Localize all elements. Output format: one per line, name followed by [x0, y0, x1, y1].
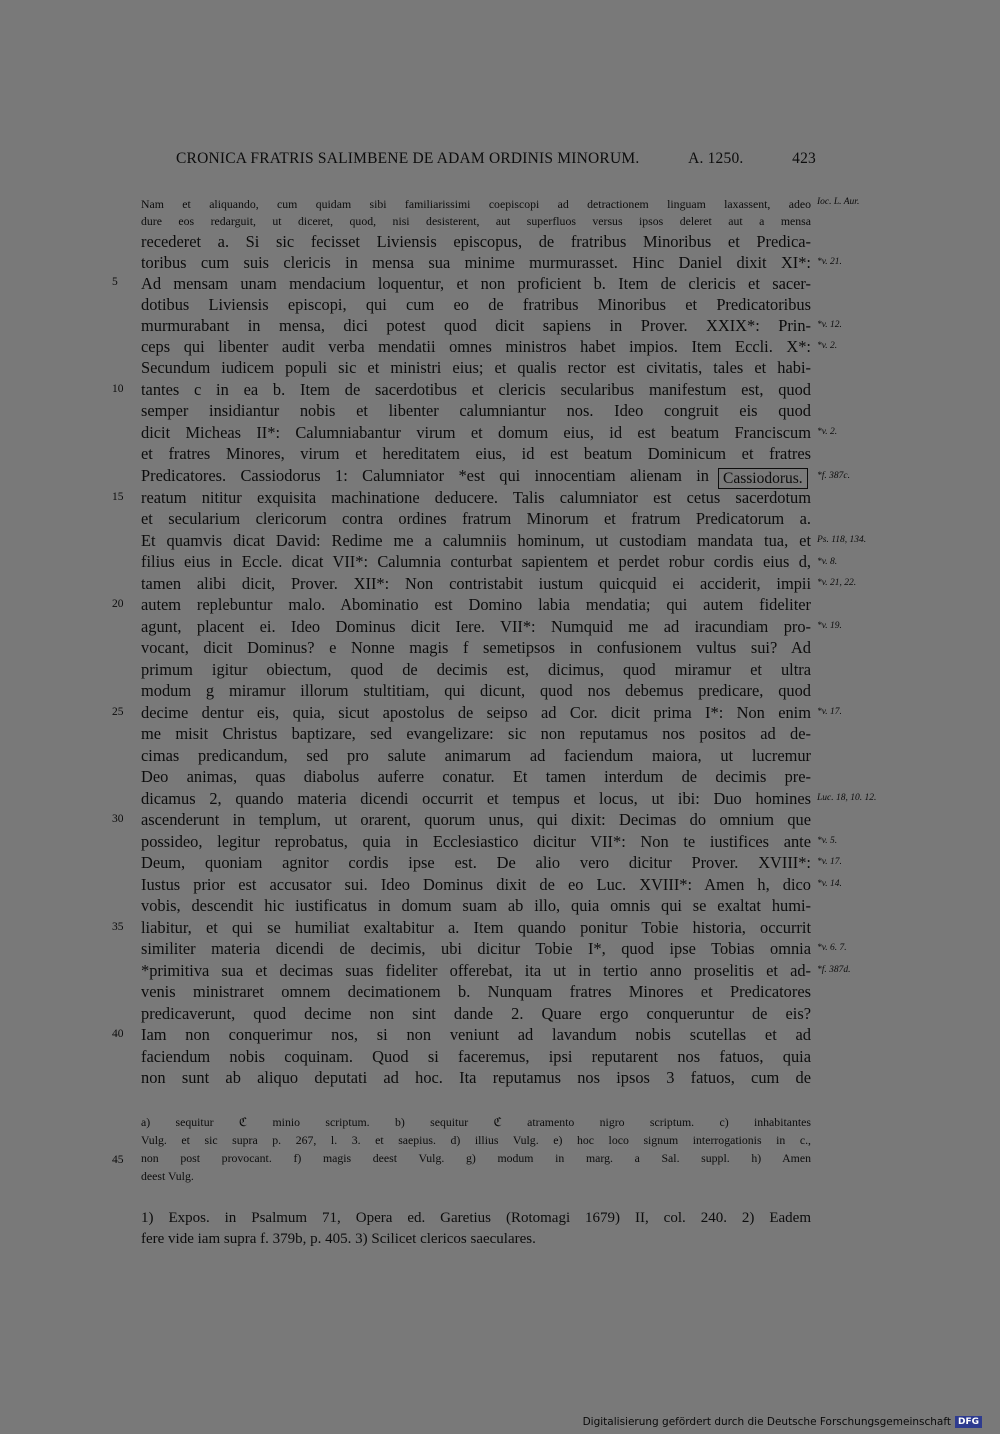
page-number: 423: [792, 150, 816, 167]
text-line: possideo, legitur reprobatus, quia in Ecclesiastico dicitur VII*: Non te iustifices ante: [141, 832, 811, 851]
text-line: autem replebuntur malo. Abominatio est Domino labia mendatia; qui autem fideliter: [141, 595, 811, 614]
margin-note: *v. 8.: [817, 557, 838, 567]
margin-note: *v. 12.: [817, 320, 842, 330]
text-line: Iam non conquerimur nos, si non veniunt ad lavandum nobis scutellas et ad: [141, 1025, 811, 1044]
margin-note: Ioc. L. Aur.: [817, 197, 860, 207]
margin-note: *f. 387d.: [817, 965, 851, 975]
apparatus-line: deest Vulg.: [141, 1169, 194, 1183]
text-line: tamen alibi dicit, Prover. XII*: Non contristabit iustum quicquid ei acciderit, impii: [141, 574, 811, 593]
margin-note: *v. 6. 7.: [817, 943, 847, 953]
text-line: Iustus prior est accusator sui. Ideo Dominus dixit de eo Luc. XVIII*: Amen h, dico: [141, 875, 811, 894]
text-line: agunt, placent ei. Ideo Dominus dicit Iere. VII*: Numquid me ad iracundiam pro-: [141, 617, 811, 636]
text-line: et secularium clericorum contra ordines fratrum Minorum et fratrum Predicatorum a.: [141, 509, 811, 528]
text-line: vocant, dicit Dominus? e Nonne magis f semetipsos in confusionem vultus sui? Ad: [141, 638, 811, 657]
text-line: Ad mensam unam mendacium loquentur, et non proficient b. Item de clericis et sacer-: [141, 274, 811, 293]
text-line: modum g miramur illorum stultitiam, qui dicunt, quod nos debemus predicare, quod: [141, 681, 811, 700]
text-line: faciendum nobis coquinam. Quod si faceremus, ipsi reputarent nos fatuos, quia: [141, 1047, 811, 1066]
text-line: recederet a. Si sic fecisset Liviensis episcopus, de fratribus Minoribus et Predica-: [141, 232, 811, 251]
line-number: 40: [112, 1028, 124, 1040]
text-line: venis ministraret omnem decimationem b. Nunquam fratres Minores et Predicatores: [141, 982, 811, 1001]
text-line: me misit Christus baptizare, sed evangelizare: sic non reputamus nos positos ad de-: [141, 724, 811, 743]
funding-text: Digitalisierung gefördert durch die Deutsche Forschungsgemeinschaft: [582, 1416, 951, 1428]
margin-note: *v. 14.: [817, 879, 842, 889]
apparatus-line: non post provocant. f) magis deest Vulg. g) modum in marg. a Sal. suppl. h) Amen: [141, 1151, 811, 1165]
text-line: non sunt ab aliquo deputati ad hoc. Ita reputamus nos ipsos 3 fatuos, cum de: [141, 1068, 811, 1087]
apparatus-line: Vulg. et sic supra p. 267, l. 3. et saepius. d) illius Vulg. e) hoc loco signum interrogationis in c.,: [141, 1133, 811, 1147]
margin-note: *v. 2.: [817, 427, 838, 437]
margin-note: *v. 21.: [817, 257, 842, 267]
text-line: Deum, quoniam agnitor cordis ipse est. De alio vero dicitur Prover. XVIII*:: [141, 853, 811, 872]
text-line: Predicatores. Cassiodorus 1: Calumniator *est qui innocentiam alienam in: [141, 466, 709, 485]
text-line: predicaverunt, quod decime non sint dande 2. Quare ergo conqueruntur de eis?: [141, 1004, 811, 1023]
margin-note: *f. 387c.: [817, 471, 850, 481]
apparatus-line: a) sequitur ℭ minio scriptum. b) sequitur ℭ atramento nigro scriptum. c) inhabitantes: [141, 1115, 811, 1129]
line-number: 10: [112, 383, 124, 395]
line-number: 25: [112, 706, 124, 718]
margin-note: *v. 21, 22.: [817, 578, 857, 588]
margin-note: Ps. 118, 134.: [817, 535, 867, 545]
text-line: vobis, descendit hic iustificatus in domum suam ab illo, quia omnis qui se exaltat humi-: [141, 896, 811, 915]
line-number: 15: [112, 491, 124, 503]
text-line: cimas predicandum, sed pro salute animarum ad faciendum maiora, ut lucremur: [141, 746, 811, 765]
text-line: Secundum iudicem populi sic et ministri eius; et qualis rector est civitatis, tales et habi-: [141, 358, 811, 377]
text-line: toribus cum suis clericis in mensa sua minime murmurasset. Hinc Daniel dixit XI*:: [141, 253, 811, 272]
running-header: [176, 150, 816, 168]
text-line: ceps qui libenter audit verba mendatii omnes ministros habet impios. Item Eccli. X*:: [141, 337, 811, 356]
text-line: Nam et aliquando, cum quidam sibi familiarissimi coepiscopi ad detractionem linguam laxassent, adeo: [141, 197, 811, 211]
text-line: dicit Micheas II*: Calumniabantur virum et domum eius, id est beatum Franciscum: [141, 423, 811, 442]
text-line: filius eius in Eccle. dicat VII*: Calumnia conturbat sapientem et perdet robur cordis eius d,: [141, 552, 811, 571]
text-line: dure eos redarguit, ut diceret, quod, nisi desisterent, aut superfluos versus ipsos deleret aut a mensa: [141, 214, 811, 228]
margin-note: *v. 5.: [817, 836, 838, 846]
margin-note: Luc. 18, 10. 12.: [817, 793, 877, 803]
text-line: dicamus 2, quando materia dicendi occurrit et tempus et locus, ut ibi: Duo homines: [141, 789, 811, 808]
line-number: 35: [112, 921, 124, 933]
line-number: 5: [112, 276, 118, 288]
text-line: murmurabant in mensa, dici potest quod dicit sapiens in Prover. XXIX*: Prin-: [141, 316, 811, 335]
page-header-title: CRONICA FRATRIS SALIMBENE DE ADAM ORDINIS MINORUM.: [176, 150, 640, 167]
margin-note: *v. 2.: [817, 341, 838, 351]
page-header-year: A. 1250.: [688, 150, 744, 167]
text-line: primum igitur obiectum, quod de decimis est, dicimus, quod miramur et ultra: [141, 660, 811, 679]
text-line: reatum nititur exquisita machinatione deducere. Talis calumniator est cetus sacerdotum: [141, 488, 811, 507]
text-line: tantes c in ea b. Item de sacerdotibus et clericis secularibus manifestum est, quod: [141, 380, 811, 399]
text-line: et fratres Minores, virum et hereditatem eius, id est beatum Dominicum et fratres: [141, 444, 811, 463]
cassiodorus-marginal-box: Cassiodorus.: [718, 468, 808, 489]
margin-note: *v. 17.: [817, 707, 842, 717]
text-line: Et quamvis dicat David: Redime me a calumniis hominum, ut custodiam mandata tua, et: [141, 531, 811, 550]
funding-footer: [583, 1416, 982, 1428]
line-number: 30: [112, 813, 124, 825]
text-line: Deo animas, quas diabolus auferre conatur. Et tamen interdum de decimis pre-: [141, 767, 811, 786]
text-line: dotibus Liviensis episcopi, qui cum eo de fratribus Minoribus et Predicatoribus: [141, 295, 811, 314]
text-line: semper insidiantur nobis et libenter calumniantur nos. Ideo congruit eis quod: [141, 401, 811, 420]
line-number: 20: [112, 598, 124, 610]
footnote-line: 1) Expos. in Psalmum 71, Opera ed. Garetius (Rotomagi 1679) II, col. 240. 2) Eadem: [141, 1210, 811, 1226]
text-line: similiter materia dicendi de decimis, ubi dicitur Tobie I*, quod ipse Tobias omnia: [141, 939, 811, 958]
text-line: *primitiva sua et decimas suas fideliter offerebat, ita ut in tertio anno proselitis et ad-: [141, 961, 811, 980]
margin-note: *v. 19.: [817, 621, 842, 631]
dfg-logo: DFG: [955, 1416, 982, 1428]
text-line: ascenderunt in templum, ut orarent, quorum unus, qui dixit: Decimas do omnium que: [141, 810, 811, 829]
footnote-line: fere vide iam supra f. 379b, p. 405. 3) Scilicet clericos saeculares.: [141, 1231, 536, 1247]
margin-note: *v. 17.: [817, 857, 842, 867]
text-line: liabitur, et qui se humiliat exaltabitur a. Item quando ponitur Tobie historia, occurrit: [141, 918, 811, 937]
text-line: decime dentur eis, quia, sicut apostolus de seipso ad Cor. dicit prima I*: Non enim: [141, 703, 811, 722]
line-number: 45: [112, 1154, 124, 1166]
